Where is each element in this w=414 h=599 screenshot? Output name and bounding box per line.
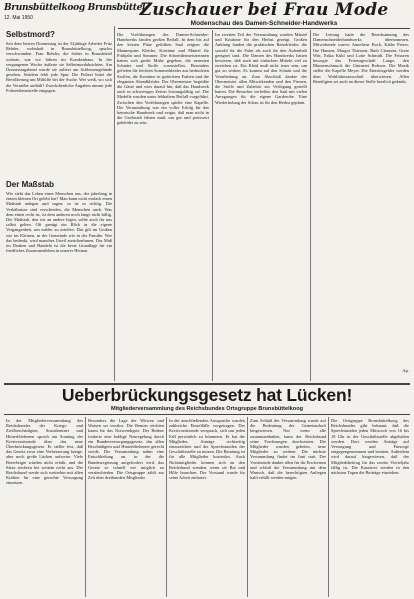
bottom-rule xyxy=(4,414,410,415)
column-divider xyxy=(310,30,311,381)
bottom-subhead: Mitgliederversammlung des Reichsbundes Ortsgruppe Brunsbüttelkoog xyxy=(110,406,304,412)
column-divider xyxy=(328,417,329,597)
bottom-article-col-4: Zum Schluß der Versammlung wurde auf die Bedeutung der Gemeinschaft hingewiesen. Nur wenn alle zusammenhalten, kann der Reichsbund seine Forderungen durchsetzen. Die Mitglieder wurden gebeten, neue Mitglieder zu werben. Die nächste Versammlung findet im Juni statt. Der Vorsitzende dankte allen für ihr Erscheinen und schloß die Versammlung mit dem Wunsch, daß die berechtigten Anliegen bald erfüllt werden mögen. xyxy=(250,418,326,481)
column-divider xyxy=(247,417,248,597)
article-signature: Ap. xyxy=(402,368,409,373)
bottom-article-col-3: In der anschließenden Aussprache wurden zahlreiche Einzelfälle vorgetragen. Der Kreisvorsitzende versprach, sich um jeden Fall persönlich zu kümmern. Er bat die Mitglieder, Anträge rechtzeitig einzureichen und die Sprechstunden der Geschäftsstelle zu nutzen. Die Beratung ist für alle Mitglieder kostenlos. Auch Nichtmitglieder können sich an den Reichsbund wenden, wenn sie Rat und Hilfe brauchen. Der Vorstand wurde für seine Arbeit entlastet. xyxy=(169,418,245,481)
section-title-selbstmord: Selbstmord? xyxy=(6,30,55,39)
article-text-modenschau-3: Die Leitung hatte die Bezirksinnung des Damenschneiderhandwerks übernommen. Mitwirkende waren: Anneliese Bock, Käthe Peters, Ilse Hansen, Margot Thiessen, Ruth Claussen, Grete Witt, Erika Kühl und Lotte Schmidt. Die Frisuren besorgte das Friseurgeschäft Lange, den Blumenschmuck die Gärtnerei Rohwer. Die Musik stellte die Kapelle Meyer. Die Eintrittsgelder werden dem Wohlfahrtsausschuß überwiesen. Allen Beteiligten sei auch an dieser Stelle herzlich gedankt. xyxy=(313,32,409,84)
masthead xyxy=(4,3,146,25)
article-text-modenschau-2: Im zweiten Teil der Veranstaltung wurden Mäntel und Kostüme für den Herbst gezeigt. Großen Anklang fanden die praktischen Reisekleider, die sowohl für die Fahrt als auch für den Aufenthalt geeignet sind. Die Damen des Handwerks hatten bewiesen, daß auch mit einfachen Mitteln viel zu erreichen ist. Ein Kleid muß nicht teuer sein, um gut zu wirken. Es kommt auf den Schnitt und die Verarbeitung an. Zum Abschluß dankte der Obermeister allen Mitwirkenden und den Firmen, die Stoffe und Zubehör zur Verfügung gestellt hatten. Die Besucher verließen den Saal mit vielen Anregungen für die eigene Garderobe. Eine Wiederholung der Schau ist für den Herbst geplant. xyxy=(215,32,307,105)
masthead-brand: Brunsbüttelkoog Brunsbüttel xyxy=(4,3,146,13)
column-divider xyxy=(85,417,86,597)
column-divider xyxy=(212,30,213,381)
column-divider xyxy=(114,26,115,381)
article-text-selbstmord: Seit dem letzten Donnerstag ist der 52jährige Arbeiter Fritz Rehder, wohnhaft in Brunsbüttelkoog, spurlos verschwunden. Frau Rehder, die früher in Brunsbüttel wohnte, war vor Jahren im Krankenhaus. In der vergangenen Woche äußerte sie Selbstmordabsichten. Am Donnerstagabend wurde sie zuletzt am Schleusengelände gesehen. Seitdem fehlt jede Spur. Die Polizei bittet die Bevölkerung um Mithilfe bei der Suche. Wer weiß, wo sich die Vermißte aufhält? Zweckdienliche Angaben nimmt jede Polizeidienststelle entgegen. xyxy=(6,41,112,93)
bottom-article-col-2: Besonders die Lage der Witwen und Waisen sei trostlos. Die Renten reichten kaum für das Notwendigste. Der Redner forderte eine baldige Neuregelung durch ein Bundesversorgungsgesetz, das allen Beschädigten und Hinterbliebenen gerecht werde. Die Versammlung nahm eine Entschließung an, in der die Bundesregierung aufgefordert wird, das Gesetz so schnell wie möglich zu verabschieden. Die Ortsgruppe zählt zur Zeit über dreihundert Mitglieder. xyxy=(88,418,164,481)
masthead-date: 12. Mai 1950 xyxy=(4,15,33,21)
headline-rule xyxy=(118,28,410,29)
bottom-article-col-5: Die Ortsgruppe Brunsbüttelkoog des Reichsbundes gibt bekannt, daß die Sprechstunden jeden Mittwoch von 16 bis 18 Uhr in der Geschäftsstelle abgehalten werden. Dort werden Anträge auf Versorgung und Fürsorge entgegengenommen und beraten. Außerdem wird darauf hingewiesen, daß der Mitgliedsbeitrag für das zweite Vierteljahr fällig ist. Die Kassierer werden in den nächsten Tagen die Beiträge einziehen. xyxy=(331,418,409,476)
column-divider xyxy=(166,417,167,597)
bottom-headline: Ueberbrückungsgesetz hat Lücken! xyxy=(61,385,353,405)
article-text-modenschau-1: Die Vorführungen des Damen-Schneider-Handwerks fanden großen Beifall. In dem bis auf den letzten Platz gefüllten Saal zeigten die Mannequins Kleider, Kostüme und Mäntel für Frühjahr und Sommer. Die Schneidermeisterinnen hatten sich große Mühe gegeben, die neuesten Schnitte und Stoffe vorzustellen. Besonders gefielen die leichten Sommerkleider aus bedruckten Stoffen, die Kostüme in gedeckten Farben und die eleganten Abendkleider. Der Obermeister begrüßte die Gäste und wies darauf hin, daß das Handwerk auch in schwierigen Zeiten leistungsfähig sei. Die Modelle wurden unter lebhaftem Beifall vorgeführt. Zwischen den Vorführungen spielte eine Kapelle. Die Veranstaltung war ein voller Erfolg für das heimische Handwerk und zeigte, daß man nicht in die Großstadt fahren muß, um gut und preiswert gekleidet zu sein. xyxy=(117,32,209,126)
section-title-massstab: Der Maßstab xyxy=(6,180,55,189)
article-text-massstab: Wie sieht das Leben eines Menschen aus, der jahrelang in einem kleinen Ort gelebt hat? Man kann nicht einfach einen Maßstab anlegen und sagen: so ist es richtig. Die Verhältnisse sind verschieden, die Menschen auch. Was dem einen recht ist, ist dem anderen noch lange nicht billig. Der Maßstab, den wir an andere legen, sollte auch für uns selbst gelten. Oft genügt ein Blick in die eigene Vergangenheit, um milder zu urteilen. Das gilt im Großen wie im Kleinen, in der Gemeinde wie in der Familie. Wer das bedenkt, wird manches Urteil zurücknehmen. Das Maß im Denken und Handeln ist die beste Grundlage für ein friedliches Zusammenleben in unserer Heimat. xyxy=(6,191,112,254)
top-headline: Zuschauer bei Frau Mode xyxy=(139,0,389,20)
bottom-article-col-1: In der Mitgliederversammlung des Reichsbundes der Kriegs- und Zivilbeschädigten, Sozialrentner und Hinterbliebenen sprach am Sonntag der Kreisvorsitzende über das neue Überbrückungsgesetz. Er stellte fest, daß das Gesetz zwar eine Verbesserung bringe, aber noch große Lücken aufweise. Viele Berechtigte würden nicht erfaßt, und die Sätze reichten bei weitem nicht aus. Der Reichsbund werde sich weiterhin mit allen Kräften für eine gerechte Versorgung einsetzen. xyxy=(6,418,83,486)
top-subhead: Modenschau des Damen-Schneider-Handwerks xyxy=(190,20,338,27)
